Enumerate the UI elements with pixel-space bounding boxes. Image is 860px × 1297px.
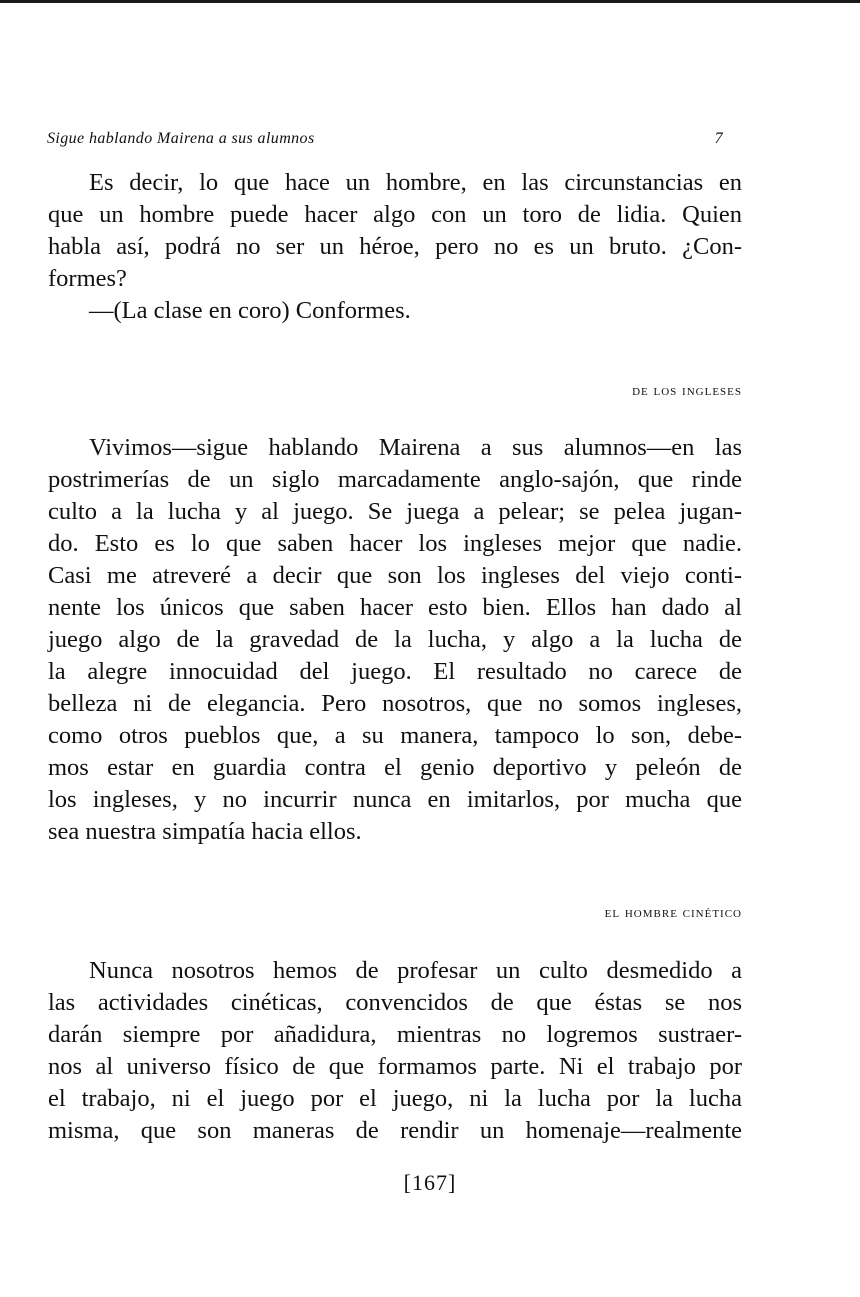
section-2-line-5: el trabajo, ni el juego por el juego, ni la lucha por la lucha	[48, 1085, 742, 1112]
running-head	[47, 130, 723, 156]
running-head-title: Sigue hablando Mairena a sus alumnos	[47, 130, 315, 147]
section-1-line-2: postrimerías de un siglo marcadamente anglo-sajón, que rinde	[48, 466, 742, 493]
section-2-line-2: las actividades cinéticas, convencidos de que éstas se nos	[48, 989, 742, 1016]
top-border-rule	[0, 0, 860, 3]
paragraph-2-line-1: —(La clase en coro) Conformes.	[89, 297, 411, 324]
section-1-line-7: juego algo de la gravedad de la lucha, y algo a la lucha de	[48, 626, 742, 653]
section-1-line-13: sea nuestra simpatía hacia ellos.	[48, 818, 362, 845]
section-1-line-9: belleza ni de elegancia. Pero nosotros, que no somos ingleses,	[48, 690, 742, 717]
running-head-page-number: 7	[714, 130, 723, 147]
section-heading-el-hombre-cinetico: el hombre cinético	[604, 905, 742, 921]
section-1-line-10: como otros pueblos que, a su manera, tampoco lo son, debe-	[48, 722, 742, 749]
paragraph-1-line-2: que un hombre puede hacer algo con un toro de lidia. Quien	[48, 201, 742, 228]
paragraph-1-line-1: Es decir, lo que hace un hombre, en las circunstancias en	[89, 169, 742, 196]
paragraph-1-line-4: formes?	[48, 265, 127, 292]
section-2-line-4: nos al universo físico de que formamos parte. Ni el trabajo por	[48, 1053, 742, 1080]
section-1-line-11: mos estar en guardia contra el genio deportivo y peleón de	[48, 754, 742, 781]
section-1-line-5: Casi me atreveré a decir que son los ingleses del viejo conti-	[48, 562, 742, 589]
section-1-line-4: do. Esto es lo que saben hacer los ingleses mejor que nadie.	[48, 530, 742, 557]
paragraph-1-line-3: habla así, podrá no ser un héroe, pero no es un bruto. ¿Con-	[48, 233, 742, 260]
section-1-line-1: Vivimos—sigue hablando Mairena a sus alumnos—en las	[89, 434, 742, 461]
section-2-line-3: darán siempre por añadidura, mientras no logremos sustraer-	[48, 1021, 742, 1048]
section-2-line-6: misma, que son maneras de rendir un homenaje—realmente	[48, 1117, 742, 1144]
section-1-line-12: los ingleses, y no incurrir nunca en imitarlos, por mucha que	[48, 786, 742, 813]
section-heading-de-los-ingleses: de los ingleses	[632, 383, 742, 399]
section-1-line-3: culto a la lucha y al juego. Se juega a pelear; se pelea jugan-	[48, 498, 742, 525]
section-1-line-6: nente los únicos que saben hacer esto bien. Ellos han dado al	[48, 594, 742, 621]
section-1-line-8: la alegre innocuidad del juego. El resultado no carece de	[48, 658, 742, 685]
section-2-line-1: Nunca nosotros hemos de profesar un culto desmedido a	[89, 957, 742, 984]
page-folio: [167]	[403, 1170, 457, 1195]
